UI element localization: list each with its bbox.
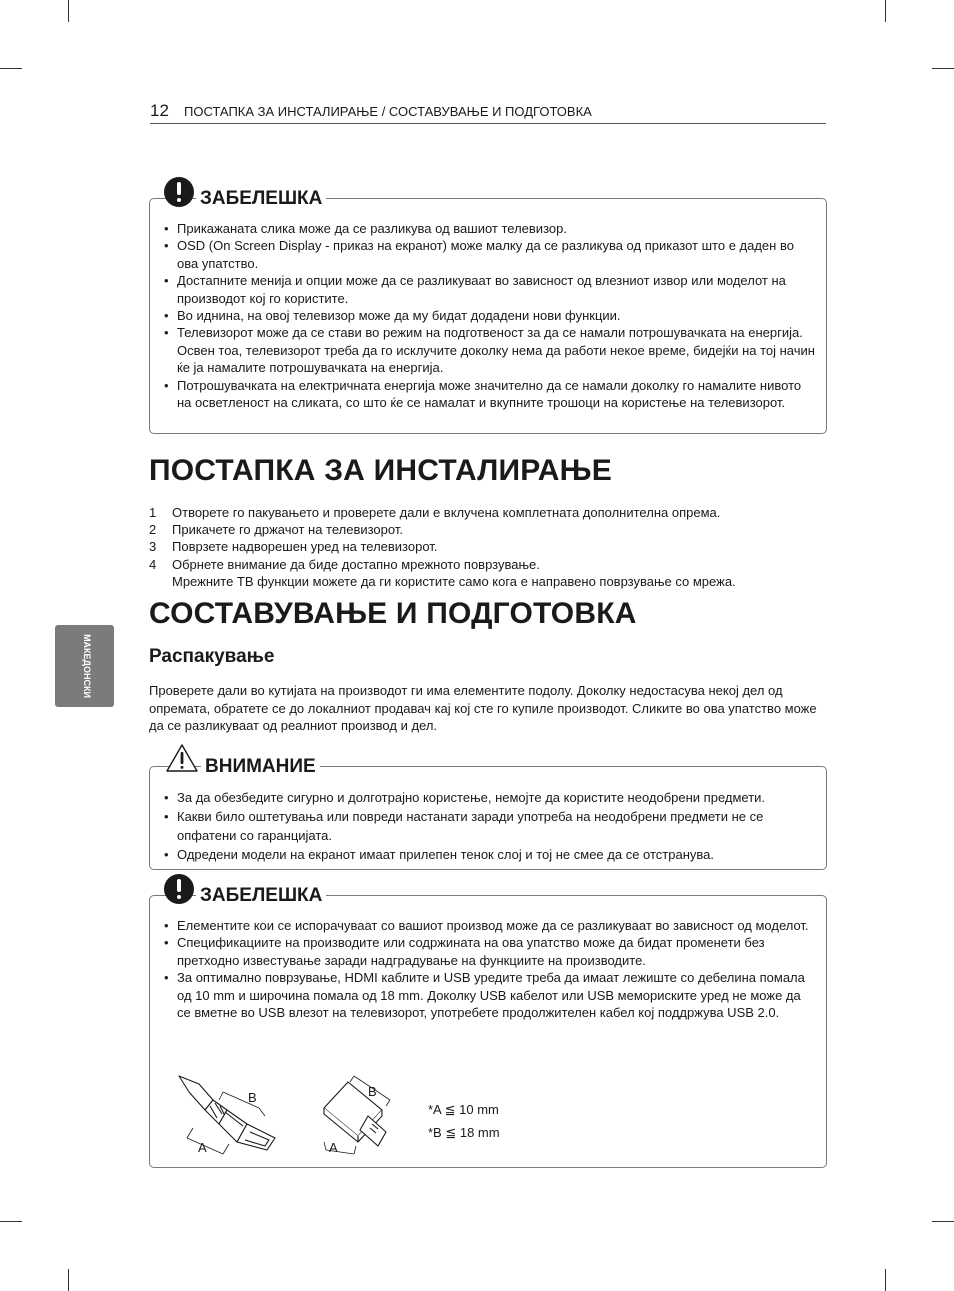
running-title: ПОСТАПКА ЗА ИНСТАЛИРАЊЕ / СОСТАВУВАЊЕ И ПОДГОТОВКА xyxy=(184,104,592,119)
list-item: • Спецификациите на производите или содржината на ова упатство може да бидат променети без претходно известување заради надградување на функциите на производите. xyxy=(164,934,816,969)
list-item: • Во иднина, на овој телевизор може да му бидат додадени нови функции. xyxy=(164,307,816,324)
hdmi-label-b: B xyxy=(248,1090,257,1105)
note-list xyxy=(164,220,816,411)
caution-title: ВНИМАНИЕ xyxy=(201,756,320,778)
unpacking-paragraph: Проверете дали во кутијата на производот ги има елементите подолу. Доколку недостасува некој дел од опремата, обратете се до локалниот продавач кај кој сте го купиле производот. Сликите во ова упатство може да се разликуваат од реалниот производ и дел. xyxy=(149,683,817,733)
list-item: • Прикажаната слика може да се разликува од вашиот телевизор. xyxy=(164,220,816,237)
note-list xyxy=(164,917,816,1021)
list-item: • Телевизорот може да се стави во режим на подготвеност за да се намали потрошувачката на енергија. Освен тоа, телевизорот треба да го исклучите доколку нема да работи некое време, бидејќи на тој начин ќе ја намалите потрошувачката на енергија. xyxy=(164,324,816,376)
list-item xyxy=(149,521,829,538)
warning-icon xyxy=(165,743,199,773)
assembly-heading: СОСТАВУВАЊЕ И ПОДГОТОВКА xyxy=(149,597,637,630)
hdmi-label-a: A xyxy=(198,1140,207,1155)
step-text: Поврзете надворешен уред на телевизорот. xyxy=(172,539,438,555)
language-tab xyxy=(55,625,114,707)
step-number: 4 xyxy=(149,556,157,572)
list-item: • Потрошувачката на електричната енергија може значително да се намали доколку го намалите нивото на осветленост на сликата, со што ќе се намалат и вкупните трошоци на користење на телевизорот. xyxy=(164,377,816,412)
hdmi-connector-illustration xyxy=(175,1072,290,1160)
note-box xyxy=(149,885,827,1168)
list-item: • За оптимално поврзување, HDMI каблите и USB уредите треба да имаат лежиште со дебелина помала од 10 mm и широчина помала од 18 mm. Доколку USB кабелот или USB мемориските уред не може да се вметне во USB влезот на телевизорот, употребете продолжителен кабел кој поддржува USB 2.0. xyxy=(164,969,816,1021)
list-item xyxy=(149,538,829,555)
usb-label-b: B xyxy=(368,1084,377,1099)
unpacking-subheading: Распакување xyxy=(149,646,275,667)
list-item: • OSD (On Screen Display - приказ на екранот) може малку да се разликува од приказот што е даден во ова упатство. xyxy=(164,237,816,272)
spec-b: *B ≦ 18 mm xyxy=(428,1125,500,1140)
caution-list xyxy=(164,788,816,864)
page-number: 12 xyxy=(150,101,169,120)
notice-icon xyxy=(164,874,194,904)
step-text: Прикачете го држачот на телевизорот. xyxy=(172,522,403,538)
step-number: 1 xyxy=(149,505,157,520)
crop-mark xyxy=(0,68,22,69)
usb-label-a: A xyxy=(329,1140,338,1155)
caution-box xyxy=(149,756,827,870)
notice-icon xyxy=(164,177,194,207)
crop-mark xyxy=(932,1221,954,1222)
step-number: 3 xyxy=(149,539,157,555)
install-heading: ПОСТАПКА ЗА ИНСТАЛИРАЊЕ xyxy=(149,454,612,487)
spec-a: *A ≦ 10 mm xyxy=(428,1102,499,1117)
list-item: • За да обезбедите сигурно и долготрајно користење, немојте да користите неодобрени предмети. xyxy=(164,788,816,807)
step-text: Обрнете внимание да биде достапно мрежното поврзување. xyxy=(172,556,540,572)
note-title: ЗАБЕЛЕШКА xyxy=(196,885,326,907)
crop-mark xyxy=(885,0,886,22)
step-text: Отворете го пакувањето и проверете дали е вклучена комплетната дополнителна опрема. xyxy=(172,505,721,520)
crop-mark xyxy=(932,68,954,69)
crop-mark xyxy=(0,1221,22,1222)
step-number: 2 xyxy=(149,522,157,538)
list-item: • Какви било оштетувања или повреди настанати заради употреба на неодобрени предмети не се опфатени со гаранцијата. xyxy=(164,807,816,845)
list-item: • Елементите кои се испорачуваат со вашиот производ може да се разликуваат во зависност од моделот. xyxy=(164,917,816,934)
list-item: • Достапните менија и опции може да се разликуваат во зависност од влезниот извор или моделот на производот кој го користите. xyxy=(164,272,816,307)
list-item: • Одредени модели на екранот имаат прилепен тенок слој и тој не смее да се отстранува. xyxy=(164,845,816,864)
crop-mark xyxy=(68,0,69,22)
install-steps xyxy=(149,504,829,590)
note-box xyxy=(149,188,827,434)
language-tab-label: МАКЕДОНСКИ xyxy=(82,634,92,698)
page-header xyxy=(150,101,826,124)
crop-mark xyxy=(885,1269,886,1291)
list-item xyxy=(149,504,829,521)
list-item xyxy=(149,556,829,590)
connector-specs xyxy=(428,1098,500,1144)
note-title: ЗАБЕЛЕШКА xyxy=(196,188,326,210)
step-subtext: Мрежните ТВ функции можете да ги користите само кога е направено поврзување со мрежа. xyxy=(172,573,736,589)
crop-mark xyxy=(68,1269,69,1291)
